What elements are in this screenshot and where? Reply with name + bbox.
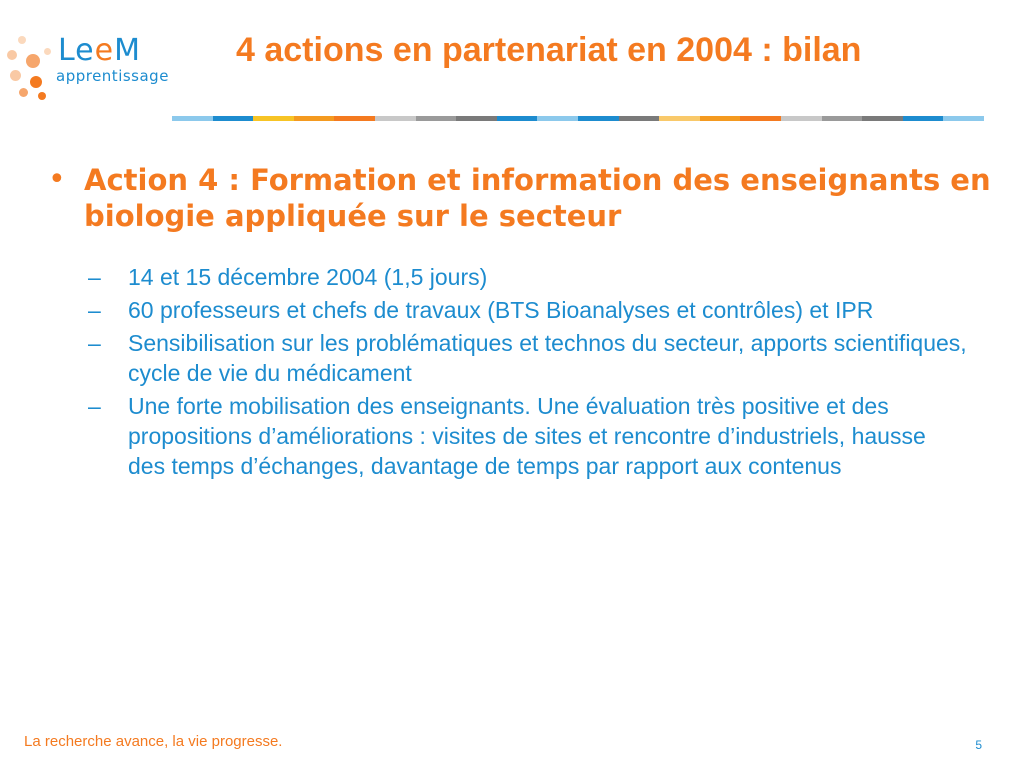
sub-bullet-list <box>88 262 968 481</box>
logo-wordmark: LeeM <box>58 33 142 68</box>
list-item-text: Une forte mobilisation des enseignants. Une évaluation très positive et des propositions d’améliorations : visites de sites et rencontre d’industriels, hausse des temps d’échanges, davantage de temps par rapport aux contenus <box>128 393 926 479</box>
slide-content <box>48 162 1008 484</box>
bullet-icon: • <box>48 162 66 197</box>
action-bullet <box>48 162 1008 234</box>
stripe-segment <box>375 116 416 121</box>
page-number: 5 <box>975 738 982 752</box>
stripe-segment <box>659 116 700 121</box>
list-item <box>88 328 968 388</box>
dash-icon: – <box>88 264 101 290</box>
stripe-segment <box>497 116 538 121</box>
stripe-segment <box>213 116 254 121</box>
stripe-segment <box>334 116 375 121</box>
title-divider-stripe <box>172 116 984 121</box>
stripe-segment <box>172 116 213 121</box>
list-item <box>88 262 968 292</box>
list-item <box>88 391 968 481</box>
slide-title: 4 actions en partenariat en 2004 : bilan <box>236 31 862 69</box>
dash-icon: – <box>88 297 101 323</box>
leem-apprentissage-logo <box>4 34 169 114</box>
list-item-text: 14 et 15 décembre 2004 (1,5 jours) <box>128 264 488 290</box>
stripe-segment <box>619 116 660 121</box>
list-item-text: Sensibilisation sur les problématiques et technos du secteur, apports scientifiques, cycle de vie du médicament <box>128 330 967 386</box>
list-item <box>88 295 968 325</box>
logo-dots-icon <box>4 34 64 114</box>
stripe-segment <box>416 116 457 121</box>
stripe-segment <box>537 116 578 121</box>
action-heading: Action 4 : Formation et information des enseignants en biologie appliquée sur le secteur <box>84 163 991 233</box>
stripe-segment <box>700 116 741 121</box>
stripe-segment <box>740 116 781 121</box>
footer-tagline: La recherche avance, la vie progresse. <box>24 733 283 750</box>
stripe-segment <box>456 116 497 121</box>
stripe-segment <box>253 116 294 121</box>
stripe-segment <box>294 116 335 121</box>
stripe-segment <box>822 116 863 121</box>
stripe-segment <box>943 116 984 121</box>
list-item-text: 60 professeurs et chefs de travaux (BTS Bioanalyses et contrôles) et IPR <box>128 297 874 323</box>
logo-subtitle: apprentissage <box>56 67 169 85</box>
dash-icon: – <box>88 330 101 356</box>
stripe-segment <box>578 116 619 121</box>
stripe-segment <box>781 116 822 121</box>
stripe-segment <box>862 116 903 121</box>
dash-icon: – <box>88 393 101 419</box>
stripe-segment <box>903 116 944 121</box>
